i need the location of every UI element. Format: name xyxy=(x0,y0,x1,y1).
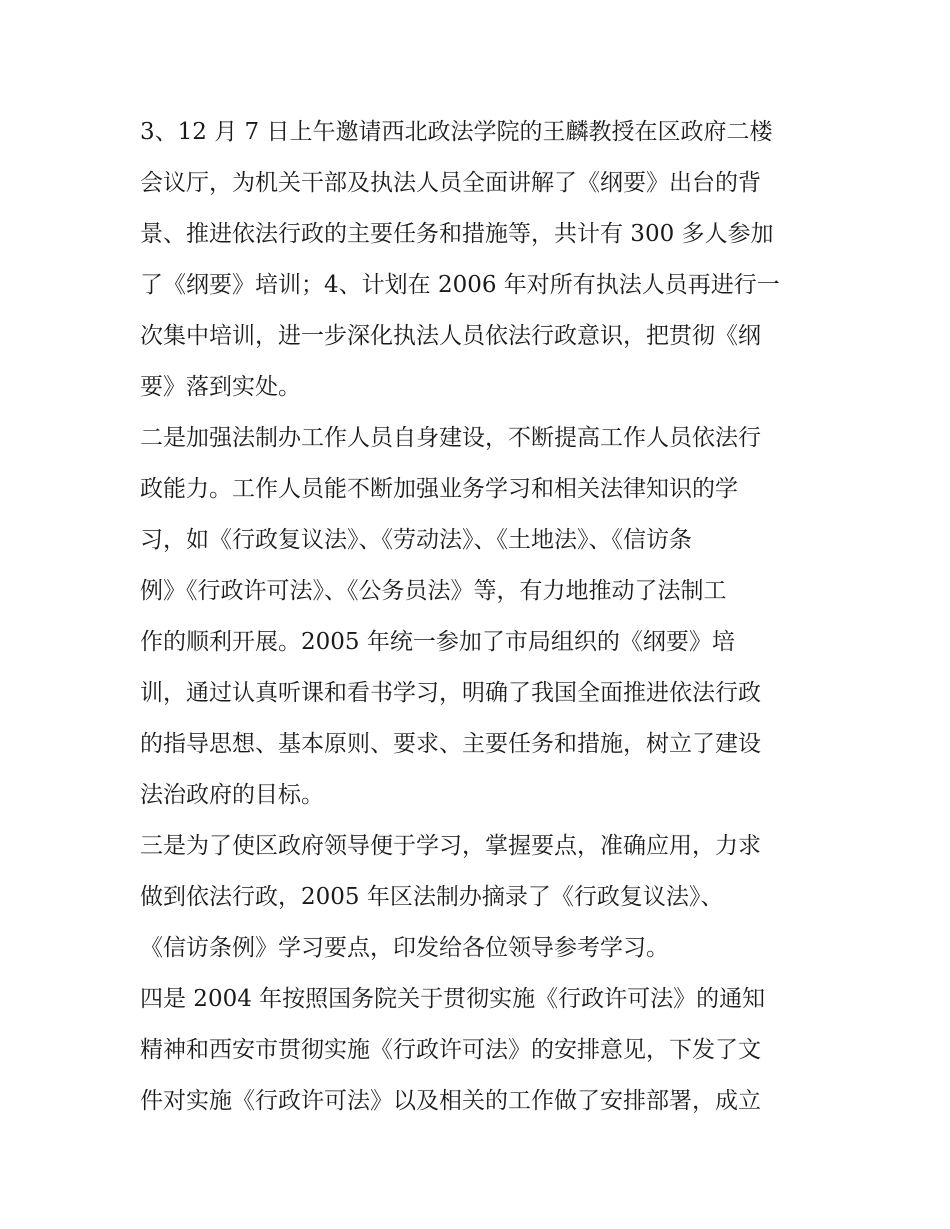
text-line: 作的顺利开展。2005 年统一参加了市局组织的《纲要》培 xyxy=(140,629,735,655)
text-line: 精神和西安市贯彻实施《行政许可法》的安排意见，下发了文 xyxy=(140,1037,761,1063)
text-line: 做到依法行政，2005 年区法制办摘录了《行政复议法》、 xyxy=(140,884,724,910)
text-line: 例》《行政许可法》、《公务员法》等，有力地推动了法制工 xyxy=(140,578,727,604)
text-line: 次集中培训，进一步深化执法人员依法行政意识，把贯彻《纲 xyxy=(140,323,761,349)
text-line: 会议厅，为机关干部及执法人员全面讲解了《纲要》出台的背 xyxy=(140,170,761,196)
text-line: 法治政府的目标。 xyxy=(140,782,324,808)
text-line: 习，如《行政复议法》、《劳动法》、《土地法》、《信访条 xyxy=(140,527,692,553)
text-line: 景、推进依法行政的主要任务和措施等，共计有 300 多人参加 xyxy=(140,221,774,247)
document-body xyxy=(140,107,820,1127)
text-line: 了《纲要》培训；4、计划在 2006 年对所有执法人员再进行一 xyxy=(140,272,780,298)
text-line: 《信访条例》学习要点，印发给各位领导参考学习。 xyxy=(140,935,669,961)
text-line: 政能力。工作人员能不断加强业务学习和相关法律知识的学 xyxy=(140,476,738,502)
text-line: 件对实施《行政许可法》以及相关的工作做了安排部署，成立 xyxy=(140,1088,761,1114)
text-line: 3、12 月 7 日上午邀请西北政法学院的王麟教授在区政府二楼 xyxy=(140,119,773,145)
text-line: 的指导思想、基本原则、要求、主要任务和措施，树立了建设 xyxy=(140,731,761,757)
text-line: 四是 2004 年按照国务院关于贯彻实施《行政许可法》的通知 xyxy=(140,986,766,1012)
text-line: 三是为了使区政府领导便于学习，掌握要点，准确应用，力求 xyxy=(140,833,761,859)
text-line: 训，通过认真听课和看书学习，明确了我国全面推进依法行政 xyxy=(140,680,761,706)
text-line: 要》落到实处。 xyxy=(140,374,301,400)
text-line: 二是加强法制办工作人员自身建设，不断提高工作人员依法行 xyxy=(140,425,761,451)
